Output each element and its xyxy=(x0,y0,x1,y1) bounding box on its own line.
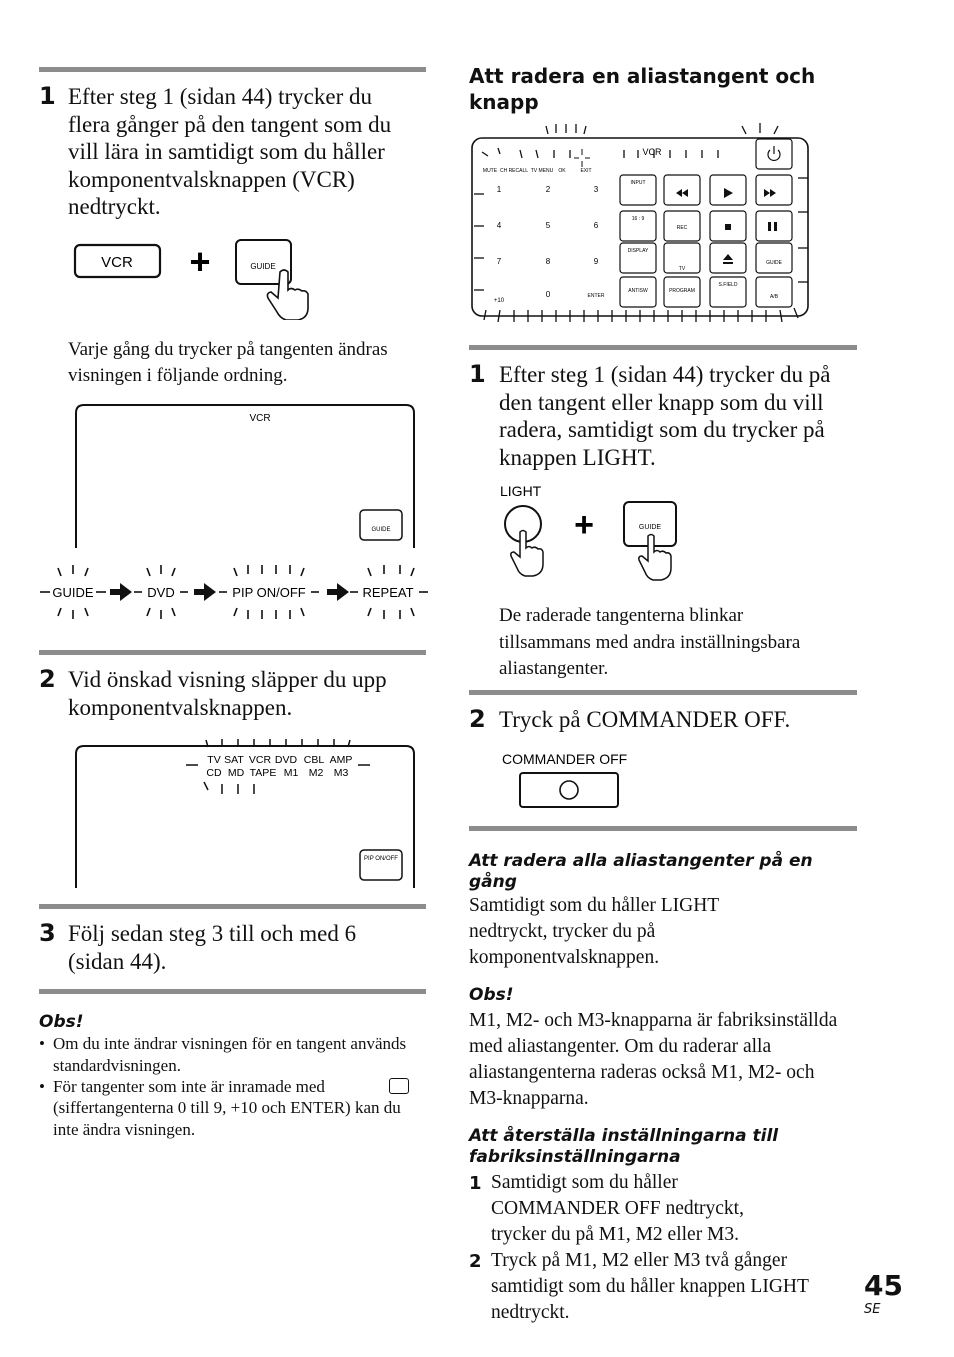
remote-recall-label: CH RECALL xyxy=(499,168,529,174)
display-pip-key xyxy=(360,850,402,880)
key-169: 16 : 9 xyxy=(631,216,645,222)
section-rule xyxy=(469,345,857,350)
stop-icon xyxy=(725,224,731,230)
vcr-key-label: VCR xyxy=(101,254,133,271)
comp-amp: AMP xyxy=(329,754,353,766)
note-text: Om du inte ändrar visningen för en tangent används standardvisningen. xyxy=(53,1034,407,1075)
comp-vcr: VCR xyxy=(248,754,272,766)
digit-8: 8 xyxy=(545,257,551,266)
digit-0: 0 xyxy=(545,290,551,299)
digit-5: 5 xyxy=(545,221,551,230)
section-rule xyxy=(469,690,857,695)
subsection-title: Att radera alla aliastangenter på en gång xyxy=(469,851,813,892)
description-text: De raderade tangenterna blinkar tillsammans med andra inställningsbara aliastangenter. xyxy=(499,605,801,679)
step-text: Tryck på COMMANDER OFF. xyxy=(499,707,791,732)
plus-sign: + xyxy=(574,506,594,544)
step-text: Efter steg 1 (sidan 44) trycker du på den tangent eller knapp som du vill radera, samtidigt som du trycker på knappen LIGHT. xyxy=(499,362,831,470)
seq-repeat: REPEAT xyxy=(362,585,414,600)
digit-1: 1 xyxy=(496,185,502,194)
key-ab: A/B xyxy=(769,294,779,300)
guide-key-label: GUIDE xyxy=(250,262,276,271)
commander-off-label: COMMANDER OFF xyxy=(502,751,628,767)
commander-off-figure xyxy=(498,748,658,812)
comp-sat: SAT xyxy=(224,754,244,766)
subsection-text: Samtidigt som du håller LIGHT nedtryckt, trycker du på komponentvalsknappen. xyxy=(469,895,719,968)
comp-m3: M3 xyxy=(333,767,349,779)
comp-md: MD xyxy=(227,767,245,779)
display-guide-key-label: GUIDE xyxy=(371,527,391,533)
digit-7: 7 xyxy=(496,257,502,266)
display-panel-1 xyxy=(74,403,418,548)
key-program: PROGRAM xyxy=(669,288,695,294)
display-sequence xyxy=(38,560,430,624)
digit-plus10: +10 xyxy=(493,298,505,304)
light-plus-guide-figure xyxy=(496,480,696,590)
note-bullet: • xyxy=(39,1077,45,1096)
seq-guide: GUIDE xyxy=(52,585,94,600)
comp-tv: TV xyxy=(207,754,221,766)
key-rec: REC xyxy=(676,225,688,231)
section-rule xyxy=(39,67,426,72)
key-display: DISPLAY xyxy=(627,248,649,254)
section-rule xyxy=(39,904,426,909)
display-guide-key xyxy=(360,510,402,540)
remote-diagram xyxy=(462,122,814,332)
comp-tape: TAPE xyxy=(249,767,277,779)
step-text: Efter steg 1 (sidan 44) trycker du flera gånger på den tangent som du vill lära in samtidigt som du håller komponentvalsknappen (VCR) nedtryckt. xyxy=(68,84,392,219)
note-text: (siffertangenterna 0 till 9, +10 och ENTER) kan du inte ändra visningen. xyxy=(53,1098,401,1139)
comp-m2: M2 xyxy=(308,767,324,779)
comp-m1: M1 xyxy=(283,767,299,779)
seq-pip: PIP ON/OFF xyxy=(232,585,306,600)
step-number: 1 xyxy=(39,82,56,110)
key-tv: TV xyxy=(678,266,686,272)
digit-3: 3 xyxy=(593,185,599,194)
display-top-label: VCR xyxy=(249,413,271,424)
remote-exit-label: EXIT xyxy=(580,168,592,174)
step-text: Följ sedan steg 3 till och med 6 (sidan 44). xyxy=(68,921,357,974)
reset-step-number: 2 xyxy=(469,1251,482,1272)
remote-vcr-label: VCR xyxy=(642,147,662,157)
comp-cd: CD xyxy=(206,767,222,779)
digit-2: 2 xyxy=(545,185,551,194)
vcr-plus-guide-figure xyxy=(70,236,330,320)
reset-step-number: 1 xyxy=(469,1173,482,1194)
step-number: 3 xyxy=(39,919,56,947)
obs-text: M1, M2- och M3-knapparna är fabriksinställda med aliastangenter. Om du raderar alla aliastangenterna raderas också M1, M2- och M3-knapparna. xyxy=(469,1010,838,1109)
page-number: 45 xyxy=(864,1269,903,1302)
note-text: För tangenter som inte är inramade med xyxy=(53,1077,325,1096)
seq-dvd: DVD xyxy=(147,585,175,600)
key-guide: GUIDE xyxy=(766,260,782,266)
light-label: LIGHT xyxy=(500,483,542,499)
step-number: 2 xyxy=(39,665,56,693)
subsection-title: Att återställa inställningarna till fabriksinställningarna xyxy=(469,1126,779,1167)
step-number: 2 xyxy=(469,705,486,733)
remote-mute-label: MUTE xyxy=(482,168,498,174)
key-antisw: ANTISW xyxy=(628,288,648,294)
key-sfield: S.FIELD xyxy=(718,282,738,288)
display-pip-key-label: PIP ON/OFF xyxy=(364,856,398,862)
key-input: INPUT xyxy=(630,180,646,186)
guide-key-label: GUIDE xyxy=(638,524,662,531)
step-number: 1 xyxy=(469,360,486,388)
section-rule xyxy=(39,650,426,655)
remote-ok-label: OK xyxy=(558,168,566,174)
digit-6: 6 xyxy=(593,221,599,230)
comp-dvd: DVD xyxy=(274,754,298,766)
digit-enter: ENTER xyxy=(587,293,605,299)
obs-title: Obs! xyxy=(469,985,514,1005)
reset-step-text: Tryck på M1, M2 eller M3 två gånger samtidigt som du håller knappen LIGHT nedtryckt. xyxy=(491,1250,809,1323)
comp-cbl: CBL xyxy=(303,754,325,766)
section-heading: Att radera en aliastangent och knapp xyxy=(469,64,816,114)
section-rule xyxy=(39,989,426,994)
note-bullet: • xyxy=(39,1034,45,1053)
reset-step-text: Samtidigt som du håller COMMANDER OFF nedtryckt, trycker du på M1, M2 eller M3. xyxy=(491,1172,744,1245)
remote-menu-label: TV MENU xyxy=(530,168,554,174)
description-text: Varje gång du trycker på tangenten ändras visningen i följande ordning. xyxy=(68,339,388,386)
language-code: SE xyxy=(864,1302,881,1317)
obs-title: Obs! xyxy=(39,1012,84,1032)
section-rule xyxy=(469,826,857,831)
digit-4: 4 xyxy=(496,221,502,230)
digit-9: 9 xyxy=(593,257,599,266)
display-panel-2 xyxy=(74,738,418,888)
step-text: Vid önskad visning släpper du upp komponentvalsknappen. xyxy=(68,667,387,720)
plus-sign: + xyxy=(189,241,211,282)
frame-key-icon xyxy=(389,1078,409,1094)
